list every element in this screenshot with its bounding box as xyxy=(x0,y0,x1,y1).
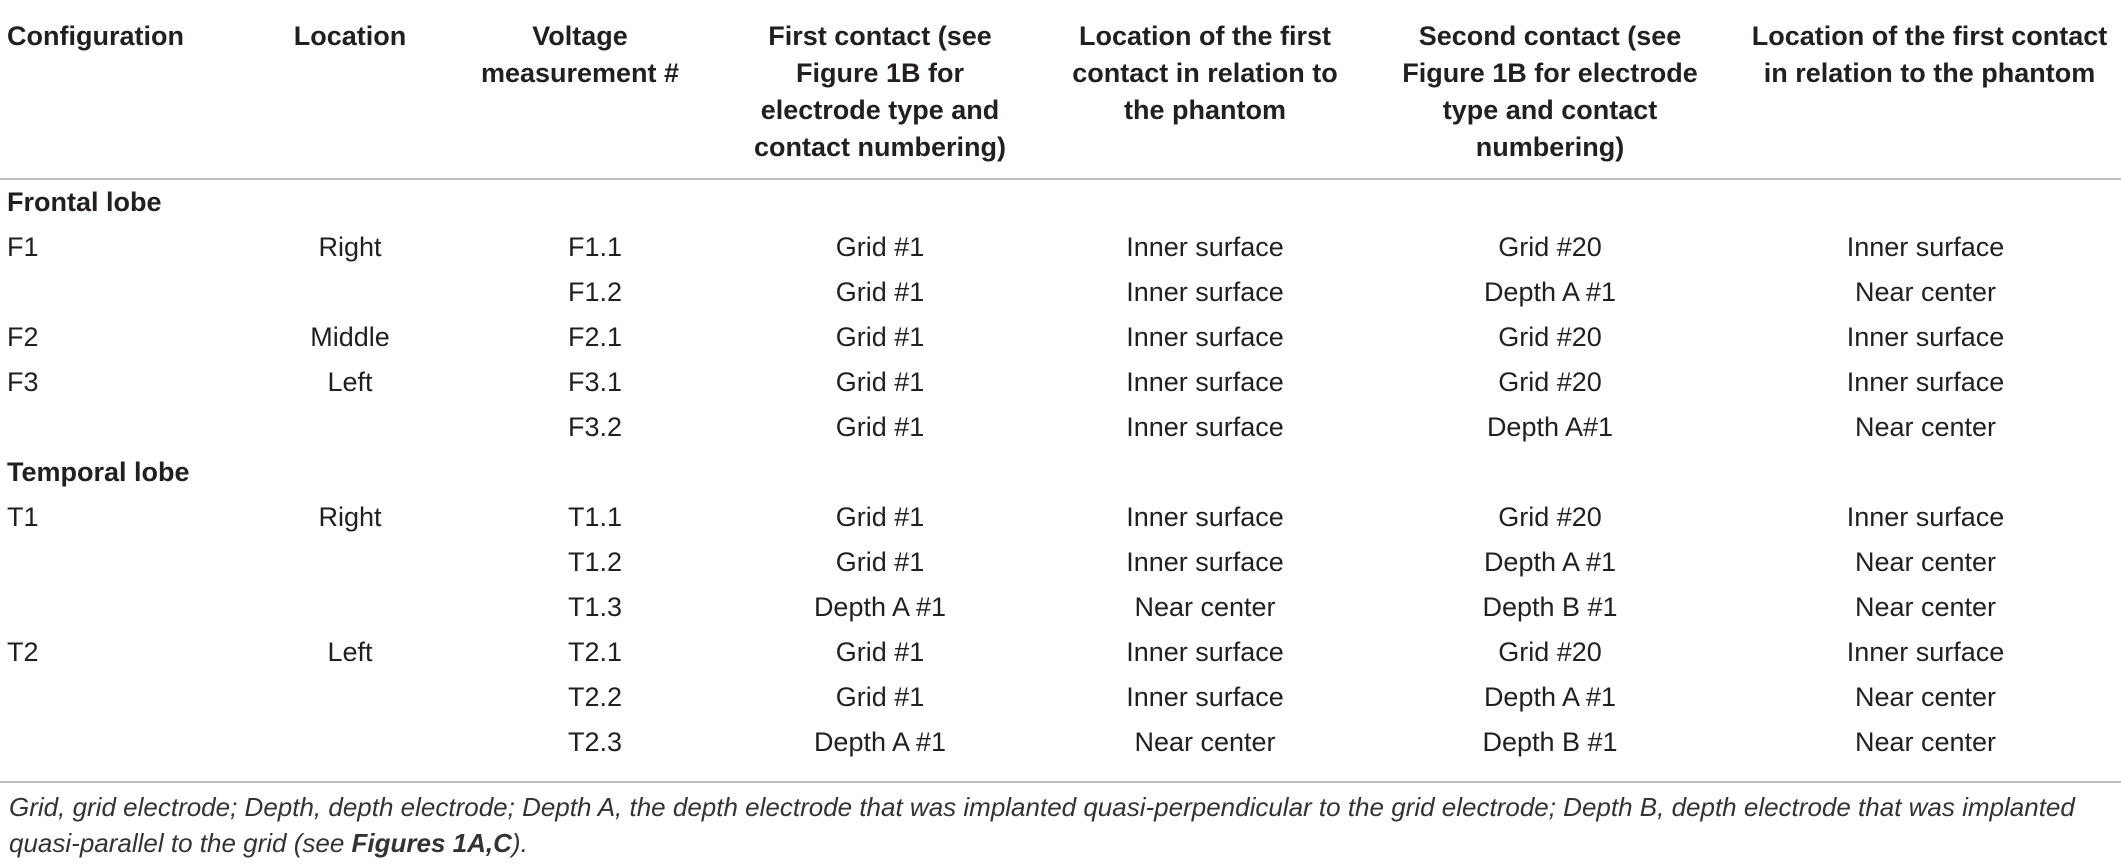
cell-voltage-measurement: F1.1 xyxy=(567,232,623,262)
cell-first-contact: Grid #1 xyxy=(835,682,925,712)
cell-location xyxy=(230,720,470,765)
table-body xyxy=(0,179,2121,765)
section-title: Frontal lobe xyxy=(7,187,162,217)
cell-second-contact: Grid #20 xyxy=(1498,232,1602,262)
cell-first-contact-location: Near center xyxy=(1134,727,1276,757)
cell-location: Right xyxy=(318,232,382,262)
cell-first-contact-location: Inner surface xyxy=(1126,367,1284,397)
cell-second-contact: Depth A #1 xyxy=(1483,682,1617,712)
cell-location xyxy=(230,270,470,315)
table-row xyxy=(0,495,2121,540)
cell-second-contact-location: Near center xyxy=(1854,592,1997,622)
cell-second-contact-location: Near center xyxy=(1854,277,1997,307)
cell-second-contact-location: Inner surface xyxy=(1846,232,2005,262)
cell-location xyxy=(230,540,470,585)
cell-first-contact-location: Inner surface xyxy=(1126,682,1284,712)
header-row xyxy=(0,0,2121,179)
cell-second-contact: Depth B #1 xyxy=(1482,727,1618,757)
cell-second-contact: Depth A#1 xyxy=(1486,412,1614,442)
table-row xyxy=(0,675,2121,720)
cell-voltage-measurement: F2.1 xyxy=(567,322,623,352)
cell-second-contact: Depth B #1 xyxy=(1482,592,1618,622)
cell-second-contact-location: Inner surface xyxy=(1846,322,2005,352)
cell-voltage-measurement: T2.3 xyxy=(567,727,623,757)
cell-first-contact-location: Inner surface xyxy=(1126,547,1284,577)
cell-configuration xyxy=(0,585,230,630)
table-row xyxy=(0,585,2121,630)
cell-voltage-measurement: T2.1 xyxy=(567,637,623,667)
footnote-text: Grid, grid electrode; Depth, depth electrode; Depth A, the depth electrode that was implanted quasi-perpendicular to the grid electrode; Depth B, depth electrode that was implanted quasi-parallel to the grid (see xyxy=(9,792,2075,858)
cell-second-contact: Grid #20 xyxy=(1498,502,1602,532)
cell-first-contact: Grid #1 xyxy=(835,232,925,262)
header-second-contact: Second contact (see Figure 1B for electrode type and contact numbering) xyxy=(1370,0,1730,179)
table-row xyxy=(0,270,2121,315)
table-row xyxy=(0,225,2121,270)
section-row xyxy=(0,450,2121,495)
cell-first-contact-location: Inner surface xyxy=(1126,637,1284,667)
cell-location xyxy=(230,405,470,450)
table-row xyxy=(0,405,2121,450)
table-row xyxy=(0,630,2121,675)
cell-first-contact: Grid #1 xyxy=(835,277,925,307)
table-row xyxy=(0,315,2121,360)
header-second-contact-location: Location of the first contact in relation to the phantom xyxy=(1730,0,2121,179)
cell-voltage-measurement: T1.1 xyxy=(567,502,623,532)
cell-location: Left xyxy=(327,367,373,397)
cell-second-contact: Grid #20 xyxy=(1498,637,1602,667)
cell-configuration xyxy=(0,270,230,315)
footnote-suffix: ). xyxy=(511,828,528,858)
cell-first-contact-location: Inner surface xyxy=(1126,322,1284,352)
cell-second-contact: Grid #20 xyxy=(1498,367,1602,397)
cell-second-contact-location: Inner surface xyxy=(1846,367,2005,397)
cell-first-contact: Depth A #1 xyxy=(813,592,947,622)
header-first-contact-location: Location of the first contact in relation to the phantom xyxy=(1040,0,1370,179)
cell-first-contact: Grid #1 xyxy=(835,637,925,667)
cell-first-contact: Grid #1 xyxy=(835,412,925,442)
table-footnote xyxy=(9,789,2114,861)
cell-voltage-measurement: T1.2 xyxy=(567,547,623,577)
header-voltage-measurement: Voltage measurement # xyxy=(470,0,720,179)
cell-configuration: F2 xyxy=(7,322,39,352)
cell-voltage-measurement: F1.2 xyxy=(567,277,623,307)
cell-first-contact: Grid #1 xyxy=(835,367,925,397)
cell-location: Right xyxy=(318,502,382,532)
cell-second-contact: Depth A #1 xyxy=(1483,277,1617,307)
cell-second-contact-location: Inner surface xyxy=(1846,502,2005,532)
cell-first-contact: Grid #1 xyxy=(835,322,925,352)
cell-second-contact: Depth A #1 xyxy=(1483,547,1617,577)
cell-configuration: F1 xyxy=(7,232,39,262)
cell-configuration xyxy=(0,540,230,585)
cell-voltage-measurement: F3.2 xyxy=(567,412,623,442)
cell-second-contact-location: Near center xyxy=(1854,682,1997,712)
cell-location: Left xyxy=(327,637,373,667)
section-title: Temporal lobe xyxy=(7,457,190,487)
cell-first-contact-location: Inner surface xyxy=(1126,277,1284,307)
cell-second-contact-location: Inner surface xyxy=(1846,637,2005,667)
cell-configuration xyxy=(0,720,230,765)
cell-first-contact: Grid #1 xyxy=(835,547,925,577)
header-first-contact: First contact (see Figure 1B for electrode type and contact numbering) xyxy=(720,0,1040,179)
section-row xyxy=(0,179,2121,225)
cell-configuration: F3 xyxy=(7,367,39,397)
header-configuration: Configuration xyxy=(0,0,230,179)
cell-configuration xyxy=(0,405,230,450)
cell-voltage-measurement: F3.1 xyxy=(567,367,623,397)
cell-first-contact-location: Near center xyxy=(1134,592,1276,622)
cell-voltage-measurement: T1.3 xyxy=(567,592,623,622)
cell-second-contact: Grid #20 xyxy=(1498,322,1602,352)
cell-configuration: T1 xyxy=(7,502,39,532)
cell-location xyxy=(230,585,470,630)
cell-configuration: T2 xyxy=(7,637,39,667)
table-row xyxy=(0,360,2121,405)
cell-first-contact-location: Inner surface xyxy=(1126,502,1284,532)
cell-voltage-measurement: T2.2 xyxy=(567,682,623,712)
cell-location xyxy=(230,675,470,720)
cell-second-contact-location: Near center xyxy=(1854,547,1997,577)
table-row xyxy=(0,720,2121,765)
cell-second-contact-location: Near center xyxy=(1854,412,1997,442)
cell-first-contact-location: Inner surface xyxy=(1126,412,1284,442)
cell-location: Middle xyxy=(310,322,390,352)
cell-first-contact-location: Inner surface xyxy=(1126,232,1284,262)
footnote-figure-ref: Figures 1A,C xyxy=(351,828,512,858)
cell-first-contact: Grid #1 xyxy=(835,502,925,532)
table-row xyxy=(0,540,2121,585)
cell-second-contact-location: Near center xyxy=(1854,727,1997,757)
cell-first-contact: Depth A #1 xyxy=(813,727,947,757)
footer-rule xyxy=(0,781,2121,783)
cell-configuration xyxy=(0,675,230,720)
header-location: Location xyxy=(230,0,470,179)
